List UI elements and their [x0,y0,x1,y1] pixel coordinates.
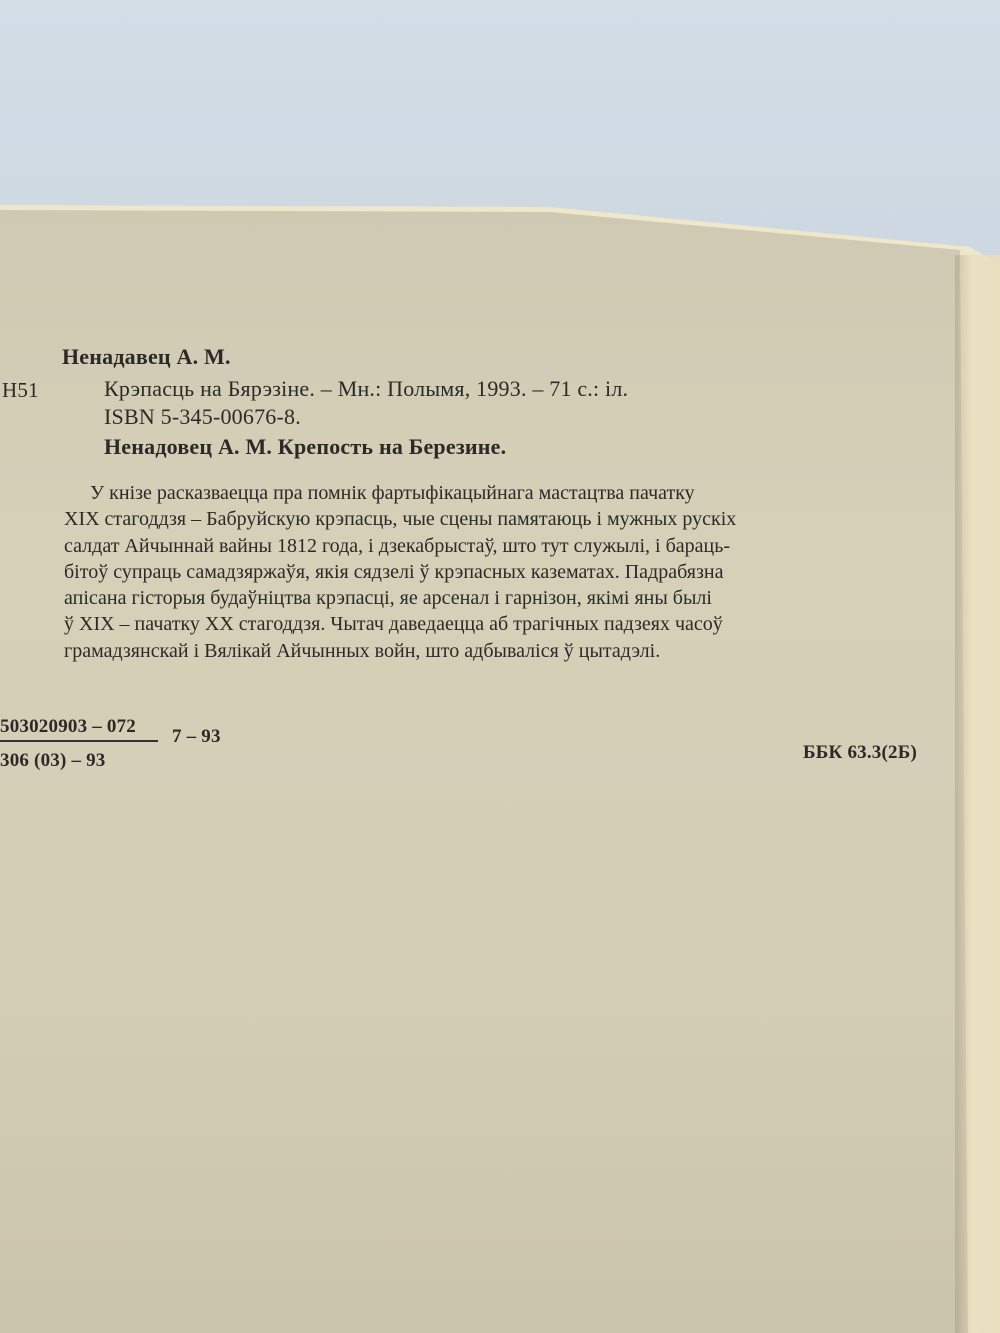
annotation-line: У кнізе расказваецца пра помнік фартыфікацыйнага мастацтва пачатку [90,482,695,504]
author-heading: Ненадавец А. М. [62,344,231,369]
index-suffix: 7 – 93 [172,726,221,747]
annotation-line: бітоў супраць самадзяржаўя, якія сядзелі ў крэпасных казематах. Падрабязна [64,560,724,583]
annotation-line: XIX стагоддзя – Бабруйскую крэпасць, чые сцены памятаюць і мужных рускіх [64,508,737,531]
russian-title-line: Ненадовец А. М. Крепость на Березине. [104,434,507,459]
fraction-divider [0,740,158,742]
annotation-line: апісана гісторыя будаўніцтва крэпасці, яе арсенал і гарнізон, якімі яны былі [64,587,712,610]
annotation-line: ў XIX – пачатку XX стагоддзя. Чытач даведаецца аб трагічных падзеях часоў [64,613,723,636]
index-denominator: 306 (03) – 93 [0,750,106,771]
annotation-paragraph [14,480,934,664]
annotation-line: салдат Айчыннай вайны 1812 года, і дзекабрыстаў, што тут служылі, і бараць- [64,534,730,557]
index-numerator: 503020903 – 072 [0,716,136,737]
catalog-code: Н51 [2,378,39,402]
book-title-line: Крэпасць на Бярэзіне. – Мн.: Полымя, 1993. – 71 с.: іл. [104,376,629,401]
page-fold-shadow [955,255,1000,1333]
isbn-line: ISBN 5-345-00676-8. [104,404,301,429]
bbk-code: ББК 63.3(2Б) [803,742,918,763]
annotation-line: грамадзянскай і Вялікай Айчынных войн, што адбываліся ў цытадэлі. [64,639,661,662]
